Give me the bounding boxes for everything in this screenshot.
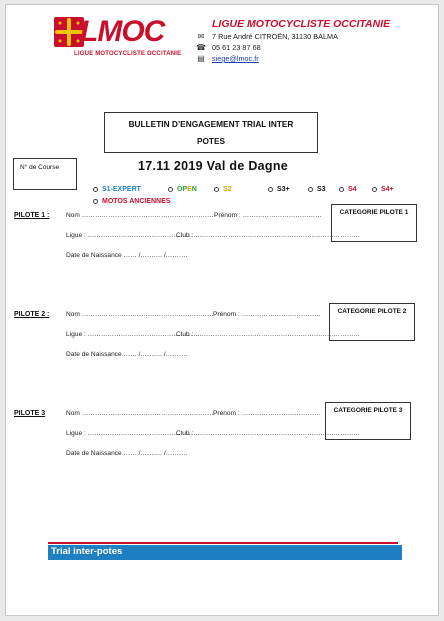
email-link[interactable]: siege@lmoc.fr [212,54,259,63]
pilot-3-category-label: CATEGORIE PILOTE 3 [333,407,403,414]
footer-bar-text: Trial inter-potes [51,546,123,557]
radio-icon [214,187,219,192]
pilot-1-ligue-field[interactable]: Ligue : …………………………………………… [66,232,200,239]
open-letter-o: O [177,186,183,193]
phone-row [196,43,261,52]
envelope-icon: ✉ [197,32,205,41]
category-label: MOTOS ANCIENNES [102,198,171,205]
address-text: 7 Rue André CITROËN, 31130 BALMA [212,32,338,41]
pilot-1-club-field[interactable]: Club : ………………………………………………………………… [176,232,360,239]
form-title-line1: BULLETIN D’ENGAGEMENT TRIAL INTER [128,119,294,129]
pilot-1-nom-field[interactable]: Nom …………………………………………………… [66,212,214,219]
pilot-2-nom-field[interactable]: Nom …………………………………………………… [66,311,214,318]
at-icon: ▤ [197,54,205,63]
pilot-2-dob-field[interactable]: Date de Naissance …… /………. /………. [66,351,188,358]
radio-icon [372,187,377,192]
pilot-2-ligue-field[interactable]: Ligue : …………………………………………… [66,331,200,338]
pilot-3-ligue-field[interactable]: Ligue : …………………………………………… [66,430,200,437]
radio-icon [93,187,98,192]
address-row [196,32,338,41]
pilot-3-prenom-field[interactable]: Prénom : ……………………………… [213,410,321,417]
pilot-3-club-field[interactable]: Club : ………………………………………………………………… [176,430,360,437]
radio-icon [339,187,344,192]
pilot-3-dob-field[interactable]: Date de Naissance …… /………. /………. [66,450,188,457]
form-title-line2: POTES [196,136,226,146]
document-page [5,4,439,616]
pilot-1-prenom-field[interactable]: Prénom : ……………………………… [214,212,322,219]
pilot-2-category-label: CATEGORIE PILOTE 2 [337,308,407,315]
radio-icon [168,187,173,192]
category-s4plus[interactable] [372,186,394,193]
category-s2[interactable] [214,186,232,193]
lmoc-logo [54,15,184,61]
phone-text: 05 61 23 87 68 [212,43,261,52]
pilot-1-category-label: CATEGORIE PILOTE 1 [339,209,409,216]
open-letter-n: N [191,186,197,193]
open-letter-e: E [187,186,192,193]
category-label: S4 [348,186,357,193]
category-label: S1-EXPERT [102,186,141,193]
category-label: S3 [317,186,326,193]
pilot-2-club-field[interactable]: Club : ………………………………………………………………… [176,331,360,338]
radio-icon [268,187,273,192]
course-number-box[interactable] [13,158,77,190]
category-label: S3+ [277,186,290,193]
footer-divider [48,542,398,544]
category-label: S2 [223,186,232,193]
email-row [196,54,259,63]
pilot-2-label: PILOTE 2 : [14,311,50,318]
event-title: 17.11 2019 Val de Dagne [138,159,289,173]
pilot-3-nom-field[interactable]: Nom …………………………………………………… [66,410,214,417]
course-number-label: N° de Course [20,164,60,171]
category-s3[interactable] [308,186,326,193]
pilot-1-label: PILOTE 1 : [14,212,50,219]
category-s3plus[interactable] [268,186,290,193]
org-name: LIGUE MOTOCYCLISTE OCCITANIE [212,18,391,30]
form-title-box [104,112,318,153]
radio-icon [308,187,313,192]
pilot-1-dob-field[interactable]: Date de Naissance …… /………. /………. [66,252,188,259]
category-s4[interactable] [339,186,357,193]
open-letter-p: P [182,186,188,193]
logo-text: LMOC [80,15,165,48]
category-open[interactable] [168,186,197,193]
category-label: S4+ [381,186,394,193]
category-motos-anciennes[interactable] [93,198,170,205]
pilot-3-label: PILOTE 3 [14,410,46,417]
logo-subtitle: LIGUE MOTOCYCLISTE OCCITANIE [74,51,182,57]
pilot-2-prenom-field[interactable]: Prénom : ……………………………… [213,311,321,318]
category-label-open [177,186,197,193]
radio-icon [93,199,98,204]
category-s1-expert[interactable] [93,186,141,193]
footer-bar [48,545,402,560]
phone-icon: ☎ [196,43,206,52]
